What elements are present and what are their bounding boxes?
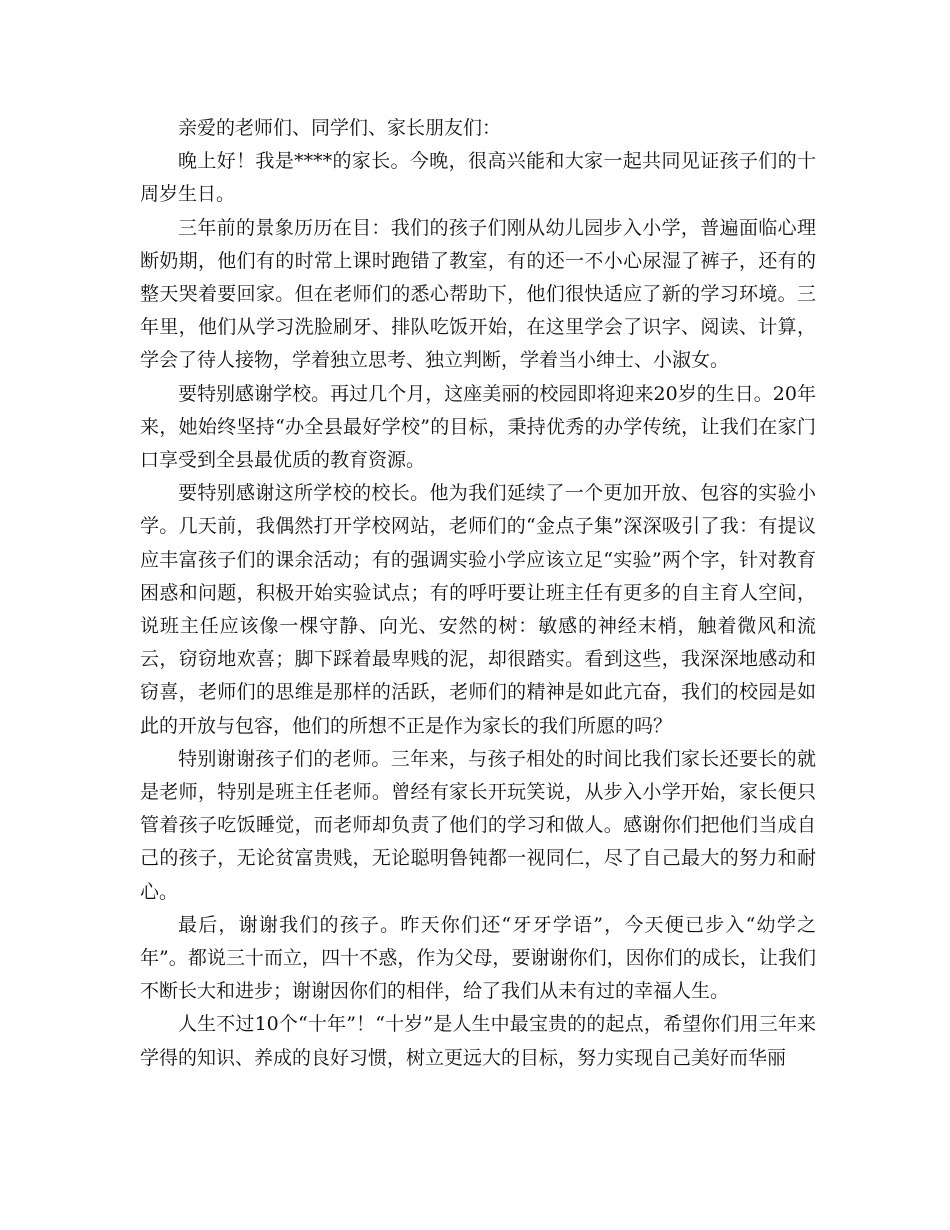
memories-paragraph: 三年前的景象历历在目：我们的孩子们刚从幼儿园步入小学，普遍面临心理断奶期，他们有的时常上课时跑错了教室，有的还一不小心尿湿了裤子，还有的整天哭着要回家。但在老师们的悉心帮助下，他们很快适应了新的学习环境。三年里，他们从学习洗脸刷牙、排队吃饭开始，在这里学会了识字、阅读、计算，学会了待人接物，学着独立思考、独立判断，学着当小绅士、小淑女。 bbox=[140, 216, 816, 372]
greeting-paragraph: 亲爱的老师们、同学们、家长朋友们： bbox=[178, 117, 502, 139]
opening-paragraph: 晚上好！我是****的家长。今晚，很高兴能和大家一起共同见证孩子们的十周岁生日。 bbox=[140, 150, 816, 206]
thanks-principal-paragraph: 要特别感谢这所学校的校长。他为我们延续了一个更加开放、包容的实验小学。几天前，我偶然打开学校网站，老师们的“金点子集”深深吸引了我：有提议应丰富孩子们的课余活动；有的强调实验小学应该立足“实验”两个字，针对教育困惑和问题，积极开始实验试点；有的呼吁要让班主任有更多的自主育人空间，说班主任应该像一棵守静、向光、安然的树：敏感的神经末梢，触着微风和流云，窃窃地欢喜；脚下踩着最卑贱的泥，却很踏实。看到这些，我深深地感动和窃喜，老师们的思维是那样的活跃，老师们的精神是如此亢奋，我们的校园是如此的开放与包容，他们的所想不正是作为家长的我们所愿的吗？ bbox=[140, 482, 816, 737]
thanks-school-paragraph: 要特别感谢学校。再过几个月，这座美丽的校园即将迎来20岁的生日。20年来，她始终坚持“办全县最好学校”的目标，秉持优秀的办学传统，让我们在家门口享受到全县最优质的教育资源。 bbox=[140, 382, 816, 472]
thanks-teachers-paragraph: 特别谢谢孩子们的老师。三年来，与孩子相处的时间比我们家长还要长的就是老师，特别是班主任老师。曾经有家长开玩笑说，从步入小学开始，家长便只管着孩子吃饭睡觉，而老师却负责了他们的学习和做人。感谢你们把他们当成自己的孩子，无论贫富贵贱，无论聪明鲁钝都一视同仁，尽了自己最大的努力和耐心。 bbox=[140, 747, 816, 903]
speech-body bbox=[140, 112, 816, 1075]
thanks-children-paragraph: 最后，谢谢我们的孩子。昨天你们还“牙牙学语”，今天便已步入“幼学之年”。都说三十而立，四十不惑，作为父母，要谢谢你们，因你们的成长，让我们不断长大和进步；谢谢因你们的相伴，给了我们从未有过的幸福人生。 bbox=[140, 913, 816, 1003]
closing-paragraph: 人生不过10个“十年”！“十岁”是人生中最宝贵的的起点，希望你们用三年来学得的知识、养成的良好习惯，树立更远大的目标，努力实现自己美好而华丽 bbox=[140, 1013, 816, 1069]
